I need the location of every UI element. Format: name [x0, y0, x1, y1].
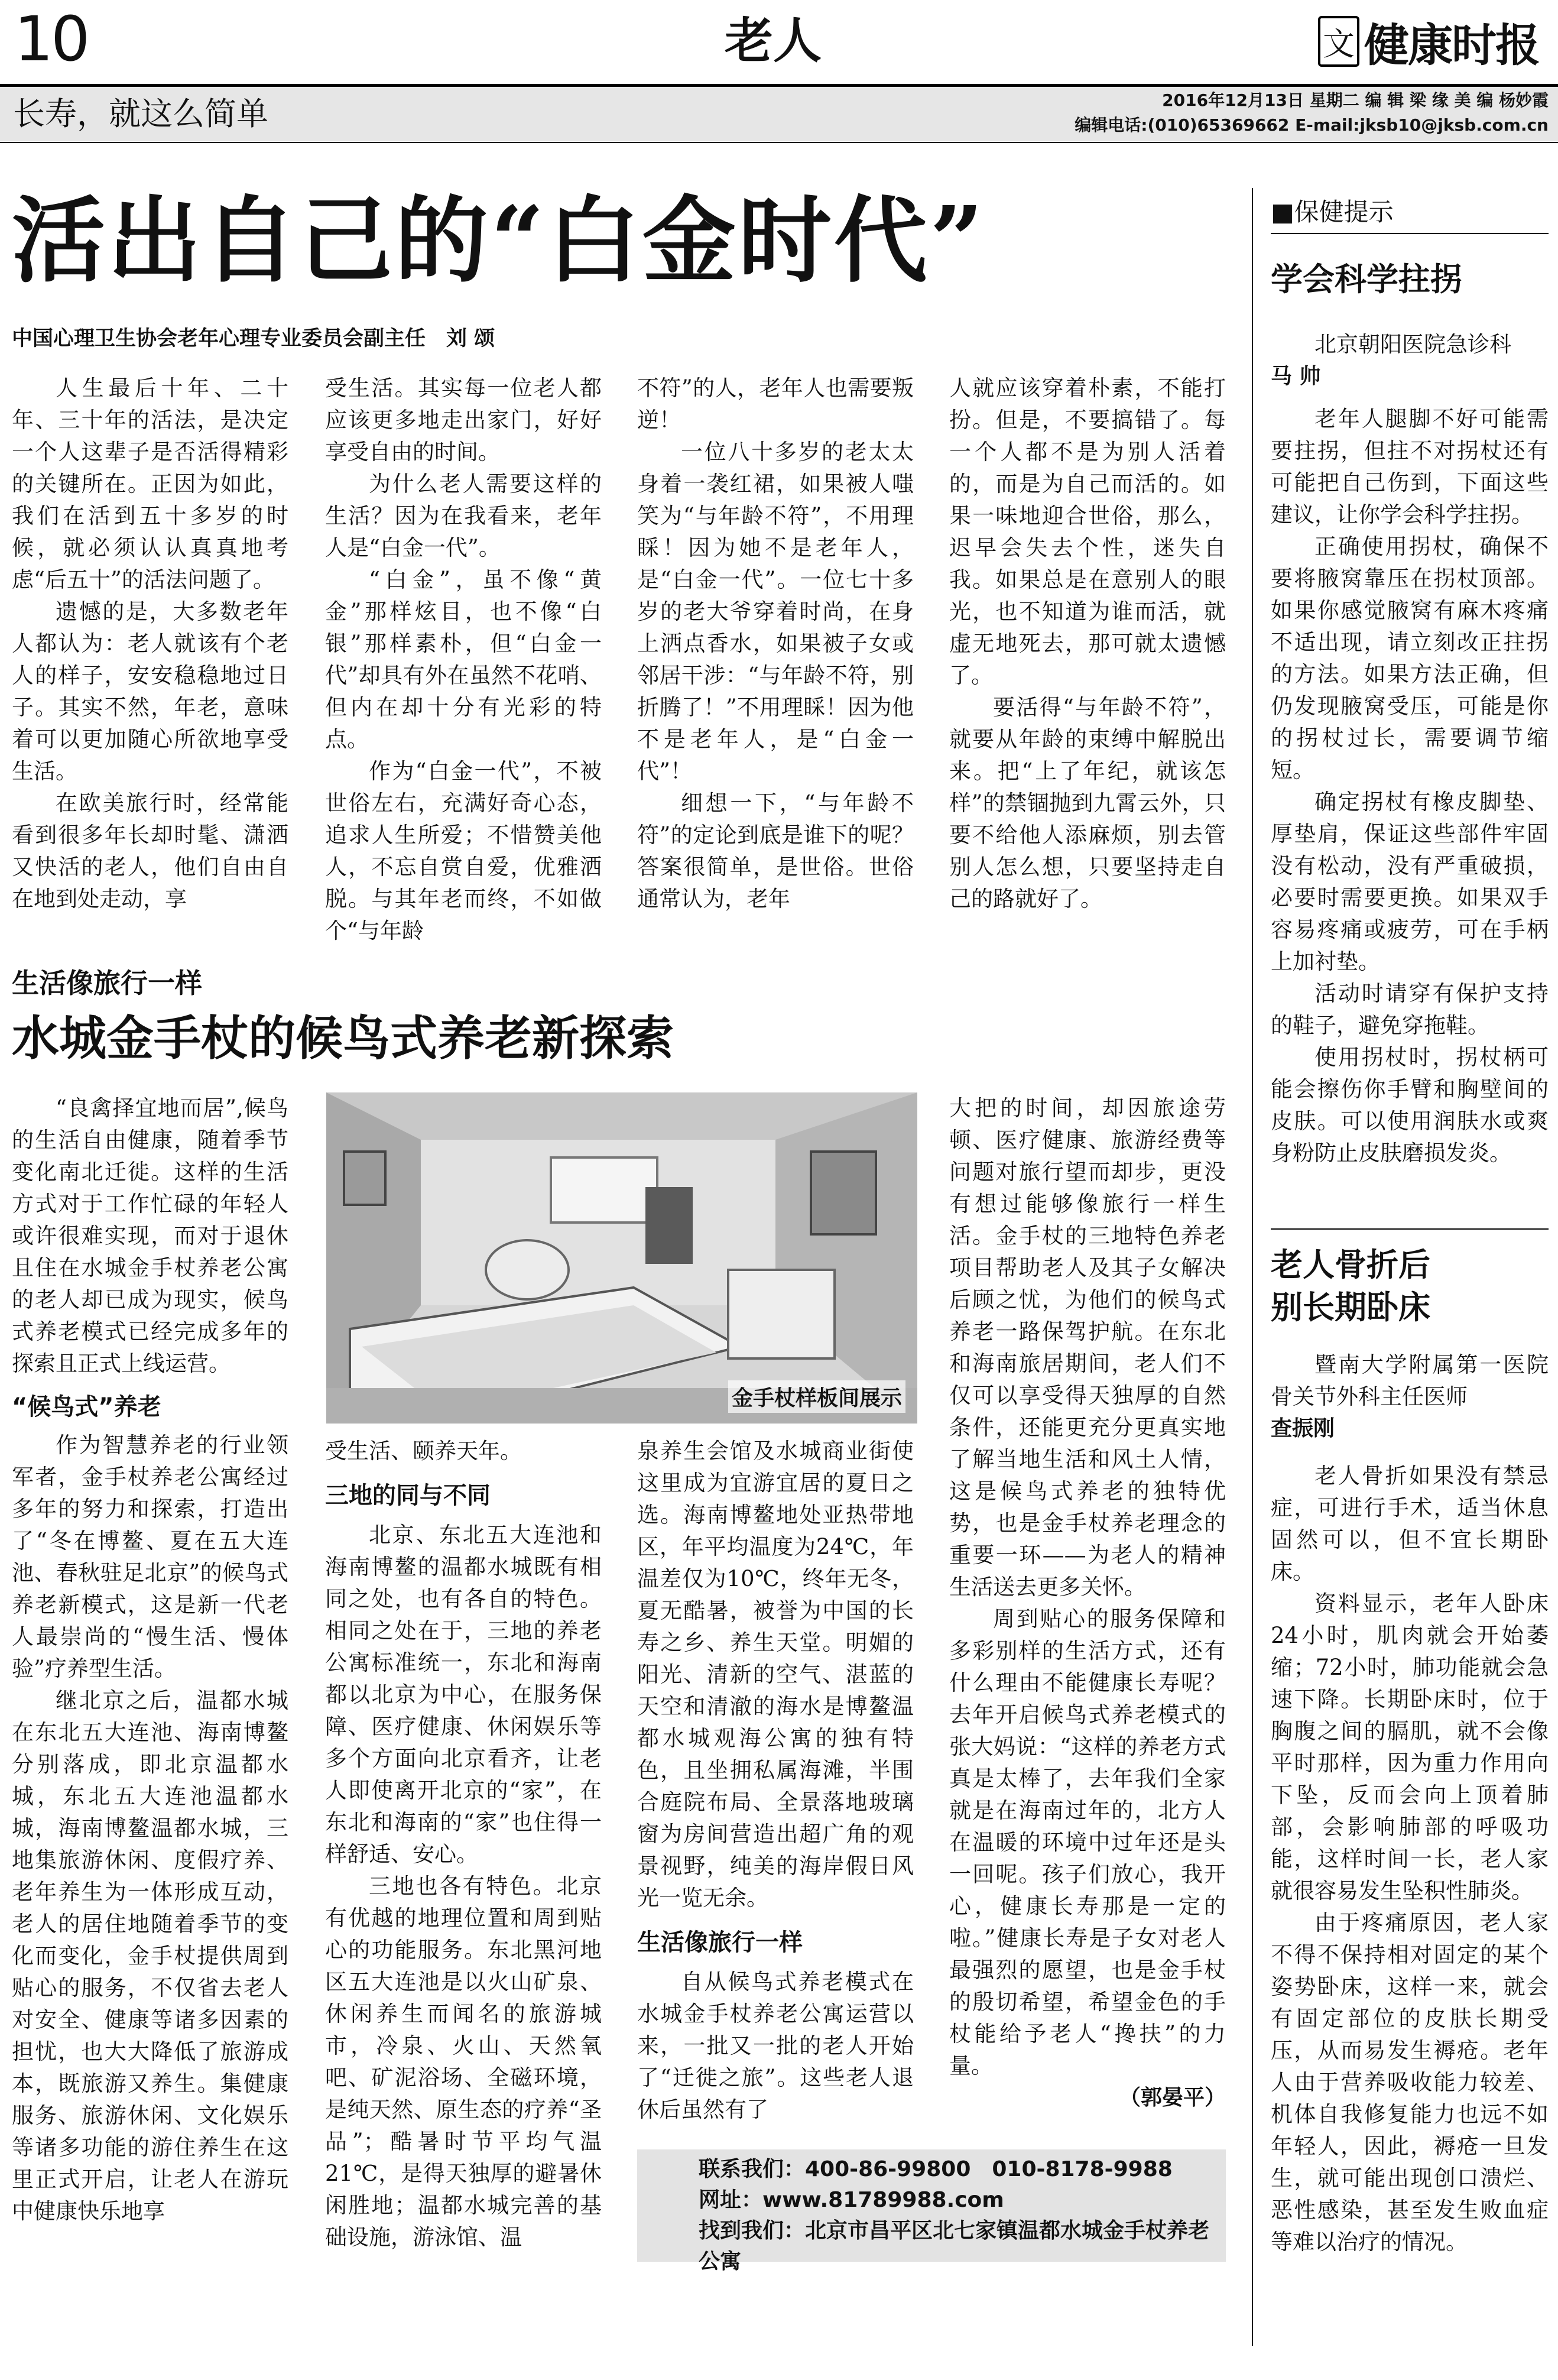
logo-mark-icon: 文	[1318, 16, 1359, 67]
paragraph: 作为“白金一代”，不被世俗左右，充满好奇心态，追求人生所爱；不惜赞美他人，不忘自赏自爱，优雅洒脱。与其年老而终，不如做个“与年龄	[325, 758, 602, 943]
sidebar-article2-title-line2: 别长期卧床	[1271, 1289, 1430, 1326]
paragraph: 为什么老人需要这样的生活？因为在我看来，老年人是“白金一代”。	[325, 471, 602, 560]
article2-col2	[325, 1435, 602, 2253]
article2-photo	[326, 1092, 917, 1424]
paragraph: 资料显示，老年人卧床24小时，肌肉就会开始萎缩；72小时，肺功能就会急速下降。长期卧床时，位于胸腹之间的膈肌，就不会像平时那样，因为重力作用向下坠，反而会向上顶着肺部，会影响肺部的呼吸功能，这样时间一长，老人家就很容易发生坠积性肺炎。	[1271, 1591, 1549, 1904]
sidebar-article1-body	[1271, 329, 1549, 1169]
paragraph: 一位八十多岁的老太太身着一袭红裙，如果被人嗤笑为“与年龄不符”，不用理睬！因为她不是老年人，是“白金一代”。一位七十多岁的老大爷穿着时尚，在身上洒点香水，如果被子女或邻居干涉：“与年龄不符，别折腾了！”不用理睬！因为他不是老年人，是“白金一代”！	[637, 439, 914, 784]
sidebar-mid-rule	[1271, 1228, 1549, 1230]
paragraph: 确定拐杖有橡皮脚垫、厚垫肩，保证这些部件牢固没有松动，没有严重破损，必要时需要更换。如果双手容易疼痛或疲劳，可在手柄上加衬垫。	[1271, 789, 1549, 974]
paragraph: 细想一下，“与年龄不符”的定论到底是谁下的呢？答案很简单，是世俗。世俗通常认为，老年	[637, 790, 914, 912]
sidebar-article2-title	[1271, 1244, 1430, 1329]
section-name: 老人	[725, 13, 822, 69]
sidebar-byline-name: 马 帅	[1271, 364, 1321, 388]
paragraph: 受生活。其实每一位老人都应该更多地走出家门，好好享受自由的时间。	[325, 375, 602, 465]
paragraph: 要活得“与年龄不符”，就要从年龄的束缚中解脱出来。把“上了年纪，就该怎样”的禁锢抛到九霄云外，只要不给他人添麻烦，别去管别人怎么想，只要坚持走自己的路就好了。	[949, 695, 1226, 912]
contact-box	[637, 2149, 1226, 2274]
sidebar-article2-title-line1: 老人骨折后	[1271, 1246, 1430, 1283]
sidebar-byline-org: 北京朝阳医院急诊科	[1314, 332, 1511, 357]
paragraph: 老人骨折如果没有禁忌症，可进行手术，适当休息固然可以，但不宜长期卧床。	[1271, 1463, 1549, 1584]
paragraph: 继北京之后，温都水城在东北五大连池、海南博鳌分别落成，即北京温都水城，东北五大连池温都水城，海南博鳌温都水城，三地集旅游休闲、度假疗养、老年养生为一体形成互动，老人的居住地随着季节的变化而变化，金手杖提供周到贴心的服务，不仅省去老人对安全、健康等诸多因素的担忧，也大大降低了旅游成本，既旅游又养生。集健康服务、旅游休闲、文化娱乐等诸多功能的游住养生在这里正式开启，让老人在游玩中健康快乐地享	[12, 1688, 288, 2224]
sidebar-column-title: ■保健提示	[1271, 197, 1394, 226]
sidebar-divider	[1252, 188, 1253, 2346]
paragraph: 作为智慧养老的行业领军者，金手杖养老公寓经过多年的努力和探索，打造出了“冬在博鳌、夏在五大连池、春秋驻足北京”的候鸟式养老新模式，这是新一代老人最崇尚的“慢生活、慢体验”疗养型生活。	[12, 1432, 288, 1681]
article2-author: （郭晏平）	[1119, 2086, 1226, 2110]
paragraph: 老年人腿脚不好可能需要拄拐，但拄不对拐杖还有可能把自己伤到，下面这些建议，让你学会科学拄拐。	[1271, 406, 1549, 527]
bedroom-photo-illustration	[326, 1092, 917, 1424]
article1-col4	[949, 372, 1226, 915]
paragraph: 泉养生会馆及水城商业街使这里成为宜游宜居的夏日之选。海南博鳌地处亚热带地区，年平均温度为24℃，年温差仅为10℃，终年无冬，夏无酷暑，被誉为中国的长寿之乡、养生天堂。明媚的阳光、清新的空气、湛蓝的天空和清澈的海水是博鳌温都水城观海公寓的独有特色，且坐拥私属海滩，半围合庭院布局、全景落地玻璃窗为房间营造出超广角的观景视野，纯美的海岸假日风光一览无余。	[637, 1438, 914, 1911]
photo-caption: 金手杖样板间展示	[728, 1380, 905, 1413]
paragraph: 遗憾的是，大多数老年人都认为：老人就该有个老人的样子，安安稳稳地过日子。其实不然，年老，意味着可以更加随心所欲地享受生活。	[12, 599, 288, 784]
subhead-houniao: “候鸟式”养老	[12, 1393, 161, 1421]
article2-kicker: 生活像旅行一样	[12, 967, 202, 999]
paragraph: 使用拐杖时，拐杖柄可能会擦伤你手臂和胸壁间的皮肤。可以使用润肤水或爽身粉防止皮肤磨损发炎。	[1271, 1045, 1549, 1166]
article1-col3	[637, 372, 914, 915]
paragraph: 周到贴心的服务保障和多彩别样的生活方式，还有什么理由不能健康长寿呢？去年开启候鸟式养老模式的张大妈说：“这样的养老方式真是太棒了，去年我们全家就是在海南过年的，北方人在温暖的环境中过年还是头一回呢。孩子们放心，我开心，健康长寿那是一定的啦。”健康长寿是子女对老人最强烈的愿望，也是金手杖的殷切希望，希望金色的手杖能给予老人“搀扶”的力量。	[949, 1606, 1226, 2079]
contact-website: 网址：www.81789988.com	[699, 2188, 1004, 2212]
paragraph: 正确使用拐杖，确保不要将腋窝靠压在拐杖顶部。如果你感觉腋窝有麻木疼痛不适出现，请立刻改正拄拐的方法。如果方法正确，但仍发现腋窝受压，可能是你的拐杖过长，需要调节缩短。	[1271, 534, 1549, 783]
paragraph: 人生最后十年、二十年、三十年的活法，是决定一个人这辈子是否活得精彩的关键所在。正因为如此，我们在活到五十多岁的时候，就必须认认真真地考虑“后五十”的活法问题了。	[12, 375, 288, 592]
article2-col1	[12, 1092, 288, 2227]
sidebar-byline-name: 查振刚	[1271, 1416, 1335, 1441]
subhead-sandi: 三地的同与不同	[325, 1482, 491, 1509]
paragraph: “白金”，虽不像“黄金”那样炫目，也不像“白银”那样素朴，但“白金一代”却具有外在虽然不花哨、但内在却十分有光彩的特点。	[325, 567, 602, 752]
paragraph: 受生活、颐养天年。	[325, 1438, 522, 1464]
logo-text: 健康时报	[1364, 18, 1539, 72]
paragraph: 人就应该穿着朴素，不能打扮。但是，不要搞错了。每一个人都不是为别人活着的，而是为自己而活的。如果一味地迎合世俗，那么，迟早会失去个性，迷失自我。如果总是在意别人的眼光，也不知道为谁而活，就虚无地死去，那可就太遗憾了。	[949, 375, 1226, 688]
contact-phone: 联系我们：400-86-99800 010-8178-9988	[699, 2157, 1173, 2181]
sidebar-title-rule	[1271, 233, 1549, 234]
sidebar-byline-org: 暨南大学附属第一医院骨关节外科主任医师	[1271, 1352, 1549, 1409]
paragraph: 活动时请穿有保护支持的鞋子，避免穿拖鞋。	[1271, 981, 1549, 1038]
article1-byline: 中国心理卫生协会老年心理专业委员会副主任 刘 颂	[12, 327, 495, 351]
paragraph: 在欧美旅行时，经常能看到很多年长却时髦、潇洒又快活的老人，他们自由自在地到处走动，享	[12, 790, 288, 912]
sidebar-article1-title: 学会科学拄拐	[1271, 261, 1462, 298]
paragraph: 三地也各有特色。北京有优越的地理位置和周到贴心的功能服务。东北黑河地区五大连池是以火山矿泉、休闲养生而闻名的旅游城市，冷泉、火山、天然氧吧、矿泥浴场、全磁环境，是纯天然、原生态的疗养“圣品”；酷暑时节平均气温21℃，是得天独厚的避暑休闲胜地；温都水城完善的基础设施，游泳馆、温	[325, 1873, 602, 2250]
page-number: 10	[14, 3, 88, 75]
paragraph: 北京、东北五大连池和海南博鳌的温都水城既有相同之处，也有各自的特色。相同之处在于，三地的养老公寓标准统一，东北和海南都以北京为中心，在服务保障、医疗健康、休闲娱乐等多个方面向北京看齐，让老人即使离开北京的“家”，在东北和海南的“家”也住得一样舒适、安心。	[325, 1522, 602, 1867]
article1-col2	[325, 372, 602, 947]
article1-title: 活出自己的“白金时代”	[12, 186, 986, 296]
article2-col3	[637, 1435, 914, 2126]
paragraph: 自从候鸟式养老模式在水城金手杖养老公寓运营以来，一批又一批的老人开始了“迁徙之旅”。这些老人退休后虽然有了	[637, 1969, 914, 2122]
paragraph: “良禽择宜地而居”,候鸟的生活自由健康，随着季节变化南北迁徙。这样的生活方式对于工作忙碌的年轻人或许很难实现，而对于退休且住在水城金手杖养老公寓的老人却已成为现实，候鸟式养老模式已经完成多年的探索且正式上线运营。	[12, 1095, 288, 1376]
masthead-logo	[1318, 12, 1539, 71]
article1-col1	[12, 372, 288, 915]
header-date-line: 2016年12月13日 星期二 编 辑 梁 缘 美 编 杨妙霞	[1162, 90, 1549, 110]
paragraph: 不符”的人，老年人也需要叛逆！	[637, 375, 914, 433]
sidebar-article2-body	[1271, 1349, 1549, 2258]
paragraph: 大把的时间，却因旅途劳顿、医疗健康、旅游经费等问题对旅行望而却步，更没有想过能够像旅行一样生活。金手杖的三地特色养老项目帮助老人及其子女解决后顾之忧，为他们的候鸟式养老一路保驾护航。在东北和海南旅居期间，老人们不仅可以享受得天独厚的自然条件，还能更充分更真实地了解当地生活和风土人情，这是候鸟式养老的独特优势，也是金手杖养老理念的重要一环——为老人的精神生活送去更多关怀。	[949, 1095, 1226, 1600]
header-rule-bottom	[0, 142, 1558, 143]
subhead-lvxing: 生活像旅行一样	[637, 1929, 803, 1956]
paragraph: 由于疼痛原因，老人家不得不保持相对固定的某个姿势卧床，这样一来，就会有固定部位的皮肤长期受压，从而易发生褥疮。老年人由于营养吸收能力较差、机体自我修复能力也远不如年轻人，因此，褥疮一旦发生，就可能出现创口溃烂、恶性感染，甚至发生败血症等难以治疗的情况。	[1271, 1910, 1549, 2255]
article2-col4	[949, 1092, 1226, 2114]
contact-address: 找到我们：北京市昌平区北七家镇温都水城金手杖养老公寓	[699, 2219, 1210, 2274]
article2-title: 水城金手杖的候鸟式养老新探索	[12, 1010, 674, 1066]
header-tagline: 长寿，就这么简单	[13, 95, 268, 132]
header-contact-line: 编辑电话:(010)65369662 E-mail:jksb10@jksb.com.cn	[1075, 115, 1549, 135]
